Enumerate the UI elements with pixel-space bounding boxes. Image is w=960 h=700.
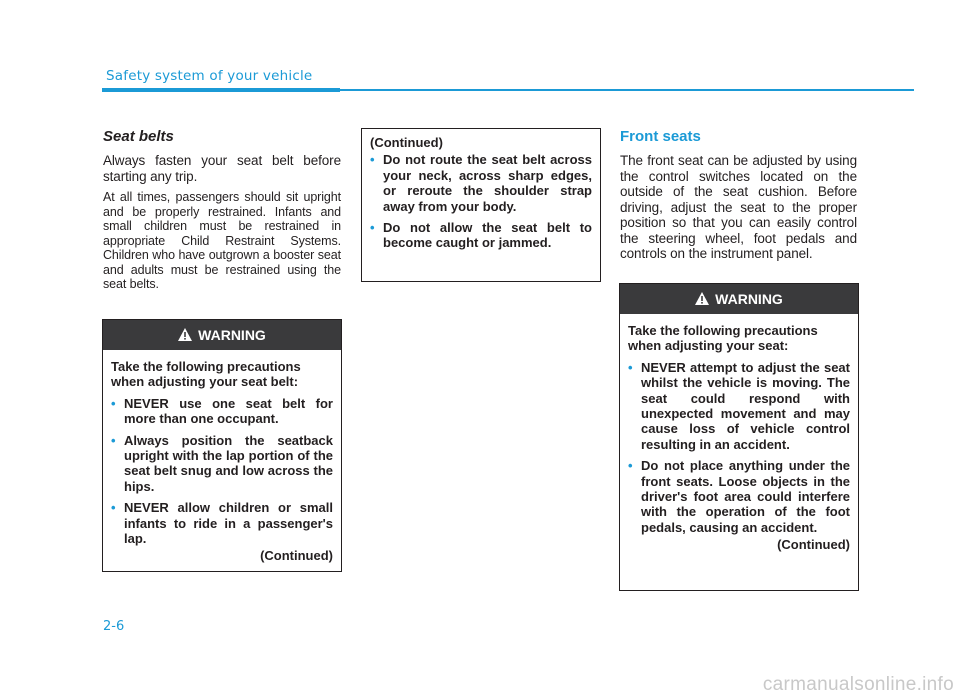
seat-belt-warning-box (102, 319, 342, 572)
warning-intro: Take the following precautions when adjusting your seat: (628, 323, 818, 354)
warning-triangle-icon (695, 285, 709, 316)
warning-bullet (370, 220, 592, 251)
warning-body (620, 314, 858, 567)
front-seats-title: Front seats (620, 128, 701, 145)
continued-label: (Continued) (370, 135, 443, 150)
warning-bullet (628, 360, 850, 452)
seat-belts-title: Seat belts (103, 128, 174, 145)
header-accent-bar (102, 88, 340, 92)
bullet-dot-icon: • (370, 220, 375, 236)
seat-belts-body: At all times, passengers should sit upright and be properly restrained. Infants and small children must be restrained in appropriate Child Restraint Systems. Children who have outgrown a booster seat and adults must be restrained using the seat belts. (103, 190, 341, 291)
warning-body (362, 129, 600, 265)
warning-body (103, 350, 341, 578)
warning-bullet (111, 500, 333, 546)
left-column (103, 128, 341, 298)
right-column (620, 128, 857, 268)
page-number: 2-6 (103, 619, 125, 634)
header-rule-line (340, 89, 914, 91)
warning-intro: Take the following precautions when adjusting your seat belt: (111, 359, 301, 390)
continued-label: (Continued) (777, 537, 850, 553)
warning-bullet-text: NEVER allow children or small infants to ride in a passenger's lap. (124, 500, 333, 547)
warning-header (620, 284, 858, 314)
front-seats-body: The front seat can be adjusted by using the control switches located on the outside of the seat cushion. Before driving, adjust the seat to the proper position so that you can easily control the steering wheel, foot pedals and controls on the instrument panel. (620, 153, 857, 261)
warning-heading-text: WARNING (715, 291, 783, 307)
warning-bullet (111, 396, 333, 427)
warning-bullet (111, 433, 333, 495)
warning-bullet-text: Always position the seatback upright with the lap portion of the seat belt snug and low across the hips. (124, 432, 333, 494)
warning-bullet-text: NEVER attempt to adjust the seat whilst the vehicle is moving. The seat could respond with unexpected movement and may cause loss of vehicle control resulting in an accident. (641, 359, 850, 452)
bullet-dot-icon: • (628, 458, 633, 474)
footer-watermark[interactable]: carmanualsonline.info (762, 674, 954, 695)
warning-heading-text: WARNING (198, 327, 266, 343)
warning-header (103, 320, 341, 350)
bullet-dot-icon: • (111, 395, 116, 411)
warning-bullet (370, 152, 592, 214)
warning-bullet-text: Do not route the seat belt across your neck, across sharp edges, or reroute the shoulder strap away from your body. (383, 152, 592, 214)
section-header-title: Safety system of your vehicle (106, 68, 313, 84)
bullet-dot-icon: • (628, 359, 633, 375)
continued-label: (Continued) (260, 548, 333, 564)
seat-belts-intro: Always fasten your seat belt before starting any trip. (103, 153, 341, 184)
seat-warning-box (619, 283, 859, 591)
bullet-dot-icon: • (111, 500, 116, 516)
bullet-dot-icon: • (370, 152, 375, 168)
warning-bullet-text: NEVER use one seat belt for more than one occupant. (124, 395, 333, 427)
bullet-dot-icon: • (111, 432, 116, 448)
warning-bullet-text: Do not place anything under the front seats. Loose objects in the driver's foot area could interfere with the operation of the foot pedals, causing an accident. (641, 458, 850, 535)
warning-bullet-text: Do not allow the seat belt to become caught or jammed. (383, 220, 592, 251)
warning-triangle-icon (178, 321, 192, 352)
warning-bullet (628, 458, 850, 535)
continued-warning-box (361, 128, 601, 282)
